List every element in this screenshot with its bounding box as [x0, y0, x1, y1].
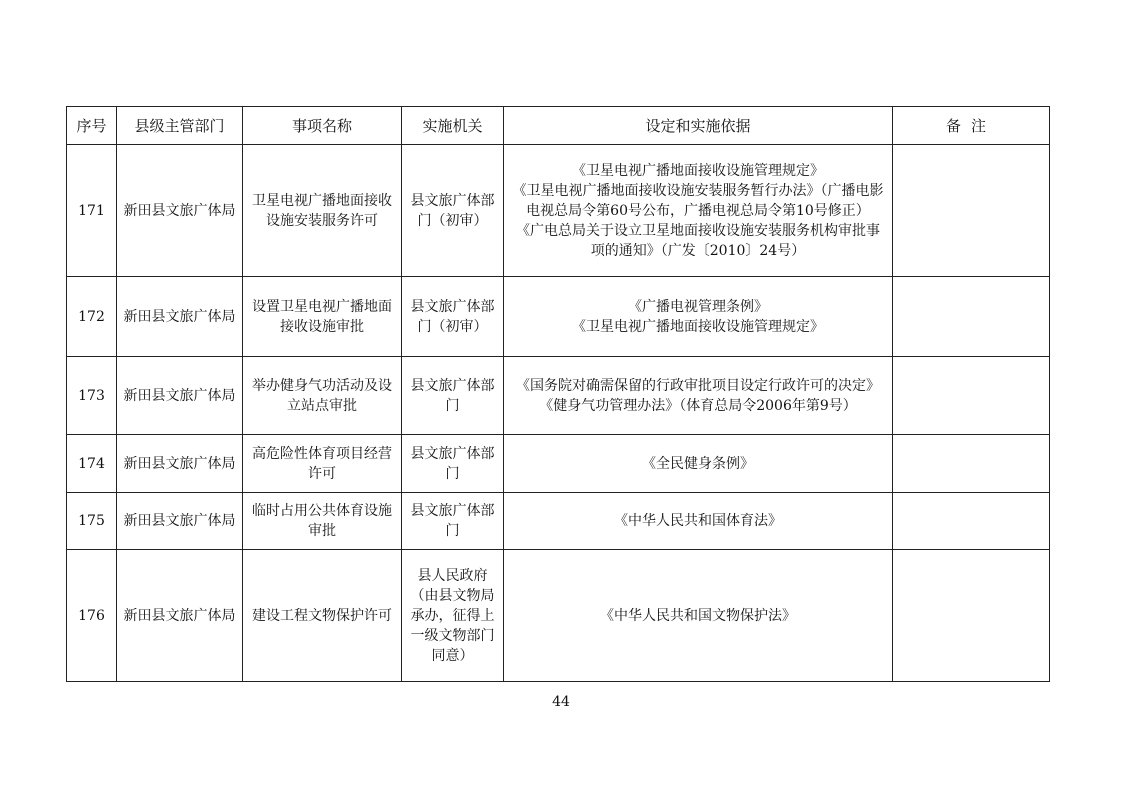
cell-basis	[504, 550, 893, 682]
basis-line: 《健身气功管理办法》（体育总局令2006年第9号）	[539, 397, 857, 414]
cell-seq: 174	[67, 435, 117, 493]
cell-seq: 173	[67, 357, 117, 435]
cell-remarks	[893, 277, 1050, 357]
cell-seq: 175	[67, 493, 117, 550]
cell-basis	[504, 145, 893, 277]
table-row	[67, 493, 1050, 550]
cell-basis	[504, 435, 893, 493]
header-seq: 序号	[67, 107, 117, 145]
header-item-name: 事项名称	[243, 107, 402, 145]
header-department: 县级主管部门	[117, 107, 243, 145]
cell-department: 新田县文旅广体局	[117, 357, 243, 435]
cell-department: 新田县文旅广体局	[117, 277, 243, 357]
basis-line: 《卫星电视广播地面接收设施管理规定》	[572, 318, 824, 335]
cell-item-name: 临时占用公共体育设施审批	[243, 493, 402, 550]
cell-department: 新田县文旅广体局	[117, 435, 243, 493]
cell-agency: 县文旅广体部门	[402, 357, 504, 435]
cell-agency: 县文旅广体部门（初审）	[402, 145, 504, 277]
cell-basis	[504, 357, 893, 435]
cell-remarks	[893, 357, 1050, 435]
table-row	[67, 277, 1050, 357]
header-remarks: 备注	[893, 107, 1050, 145]
header-row	[67, 107, 1050, 145]
permit-table	[66, 106, 1050, 682]
cell-remarks	[893, 493, 1050, 550]
table-row	[67, 435, 1050, 493]
cell-remarks	[893, 435, 1050, 493]
cell-seq: 171	[67, 145, 117, 277]
basis-line: 《中华人民共和国文物保护法》	[600, 607, 796, 624]
cell-basis	[504, 277, 893, 357]
cell-agency: 县文旅广体部门	[402, 493, 504, 550]
cell-agency: 县文旅广体部门	[402, 435, 504, 493]
header-agency: 实施机关	[402, 107, 504, 145]
basis-line: 《国务院对确需保留的行政审批项目设定行政许可的决定》	[516, 377, 880, 394]
basis-line: 《卫星电视广播地面接收设施管理规定》	[572, 162, 824, 179]
basis-line: 《广电总局关于设立卫星地面接收设施安装服务机构审批事项的通知》（广发〔2010〕24号）	[516, 222, 880, 259]
cell-item-name: 建设工程文物保护许可	[243, 550, 402, 682]
basis-line: 《全民健身条例》	[642, 455, 754, 472]
table-row	[67, 550, 1050, 682]
page-number: 44	[552, 694, 570, 710]
basis-line: 《卫星电视广播地面接收设施安装服务暂行办法》（广播电影电视总局令第60号公布，广播电视总局令第10号修正）	[512, 182, 884, 219]
cell-item-name: 卫星电视广播地面接收设施安装服务许可	[243, 145, 402, 277]
cell-item-name: 设置卫星电视广播地面接收设施审批	[243, 277, 402, 357]
cell-remarks	[893, 145, 1050, 277]
basis-line: 《中华人民共和国体育法》	[614, 513, 782, 529]
cell-agency: 县人民政府（由县文物局承办，征得上一级文物部门同意）	[402, 550, 504, 682]
cell-seq: 172	[67, 277, 117, 357]
table-row	[67, 145, 1050, 277]
cell-agency: 县文旅广体部门（初审）	[402, 277, 504, 357]
cell-department: 新田县文旅广体局	[117, 493, 243, 550]
cell-seq: 176	[67, 550, 117, 682]
cell-basis	[504, 493, 893, 550]
cell-department: 新田县文旅广体局	[117, 145, 243, 277]
table-row	[67, 357, 1050, 435]
header-basis: 设定和实施依据	[504, 107, 893, 145]
cell-remarks	[893, 550, 1050, 682]
cell-item-name: 高危险性体育项目经营许可	[243, 435, 402, 493]
cell-item-name: 举办健身气功活动及设立站点审批	[243, 357, 402, 435]
basis-line: 《广播电视管理条例》	[628, 298, 768, 315]
cell-department: 新田县文旅广体局	[117, 550, 243, 682]
